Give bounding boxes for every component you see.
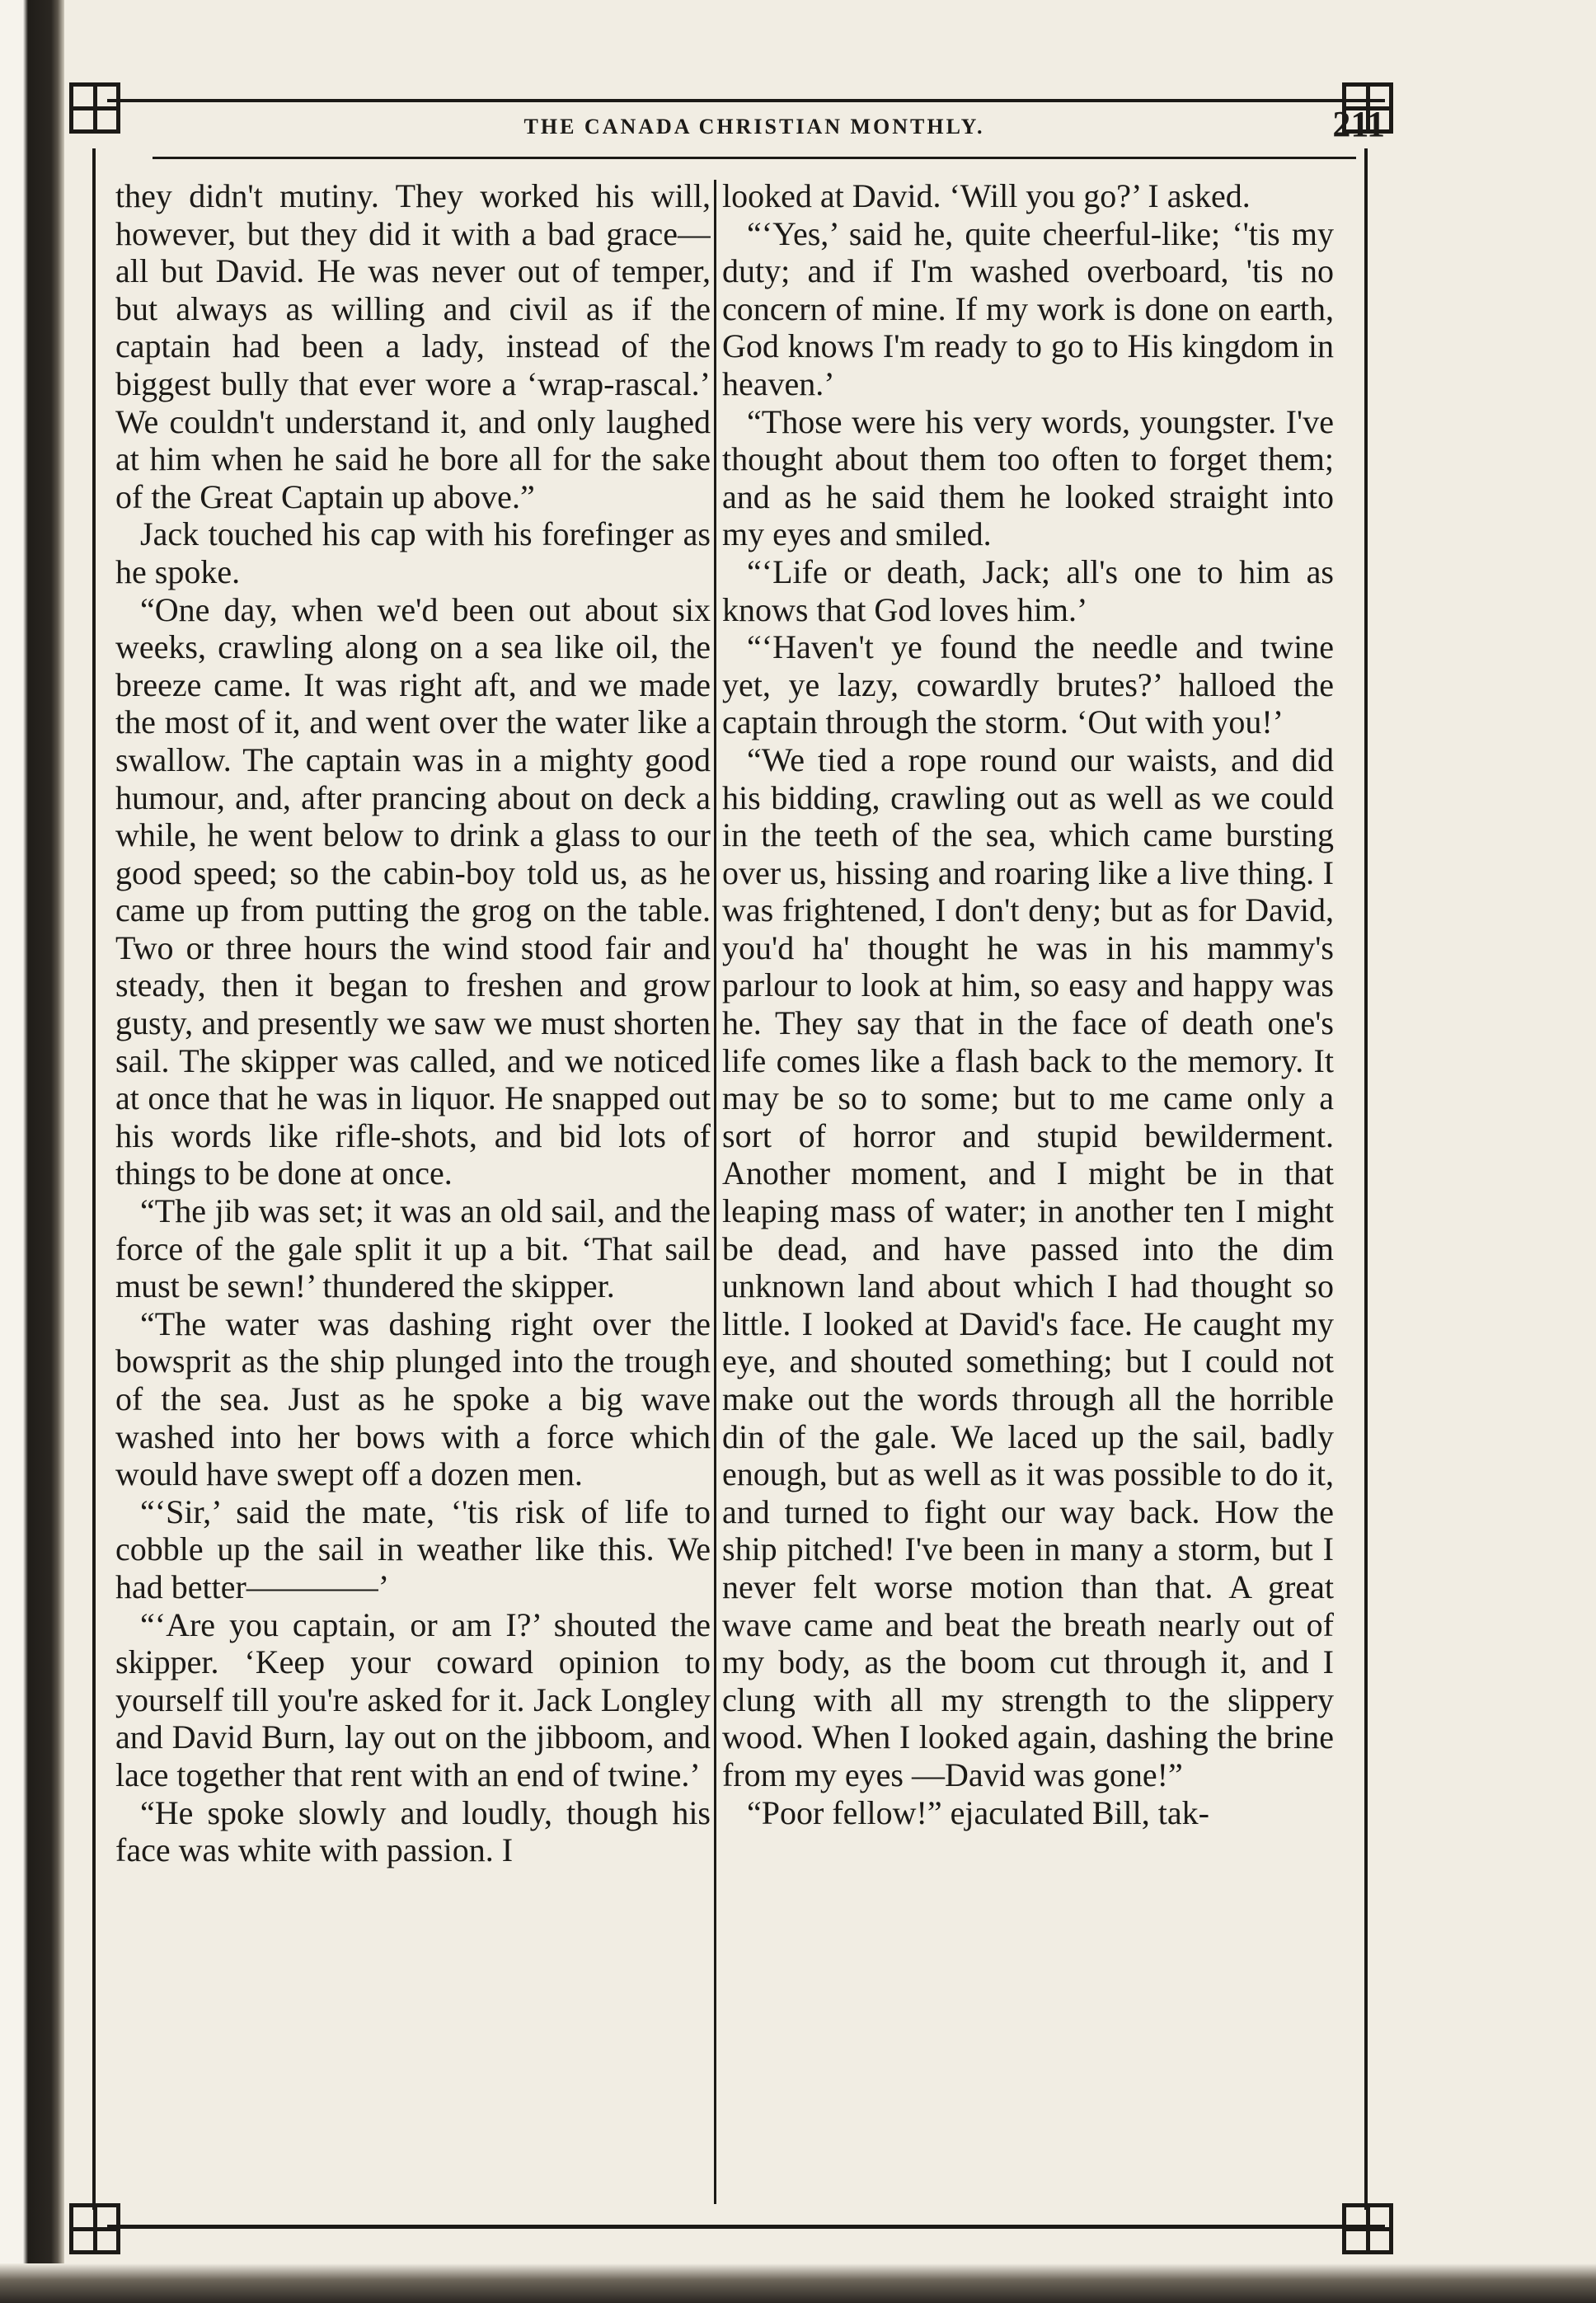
bottom-rule	[107, 2225, 1385, 2229]
paragraph: they didn't mutiny. They worked his will, however, but they did it with a bad grace—all but David. He was never out of temper, but always as willing and civil as if the captain had been a lady, instead of the biggest bully that ever wore a ‘wrap-rascal.’ We couldn't understand it, and only laughed at him when he said he bore all for the sake of the Great Captain up above.”	[115, 177, 711, 515]
top-rule	[107, 99, 1385, 102]
running-title: THE CANADA CHRISTIAN MONTHLY.	[523, 115, 985, 139]
paragraph: looked at David. ‘Will you go?’ I asked.	[722, 177, 1251, 214]
paragraph: “Those were his very words, youngster. I've thought about them too often to forget them; and as he said them he looked straight into my eyes and smiled.	[722, 402, 1334, 553]
paragraph: “‘Haven't ye found the needle and twine yet, ye lazy, cowardly brutes?’ halloed the captain through the storm. ‘Out with you!’	[722, 628, 1334, 741]
page-number: 211	[1332, 104, 1385, 144]
column-divider	[714, 180, 716, 2204]
paragraph: “‘Life or death, Jack; all's one to him as knows that God loves him.’	[722, 552, 1334, 628]
running-header	[124, 103, 1385, 153]
corner-ornament-bottom-right	[1342, 2203, 1393, 2254]
corner-ornament-bottom-left	[69, 2203, 120, 2254]
corner-ornament-top-left	[69, 82, 120, 134]
header-underline	[153, 157, 1356, 159]
paragraph: “‘Yes,’ said he, quite cheerful-like; ‘'tis my duty; and if I'm washed overboard, 'tis no concern of mine. If my work is done on earth, God knows I'm ready to go to His kingdom in heaven.’	[722, 214, 1334, 402]
paragraph: “‘Sir,’ said the mate, ‘'tis risk of life to cobble up the sail in weather like this. We had better————’	[115, 1492, 711, 1605]
paragraph: “‘Are you captain, or am I?’ shouted the skipper. ‘Keep your coward opinion to yourself till you're asked for it. Jack Longley and David Burn, lay out on the jibboom, and lace together that rent with an end of twine.’	[115, 1605, 711, 1793]
paragraph: “He spoke slowly and loudly, though his face was white with passion. I	[115, 1793, 711, 1869]
left-frame-rule	[92, 148, 96, 2210]
paragraph: “Poor fellow!” ejaculated Bill, tak-	[747, 1793, 1209, 1831]
bottom-edge	[0, 2263, 1596, 2303]
binding-edge	[0, 0, 64, 2303]
right-column	[722, 177, 1334, 2206]
paragraph: “The jib was set; it was an old sail, and the force of the gale split it up a bit. ‘That sail must be sewn!’ thundered the skipper.	[115, 1192, 711, 1305]
right-frame-rule	[1364, 148, 1368, 2210]
paragraph: “The water was dashing right over the bowsprit as the ship plunged into the trough of the sea. Just as he spoke a big wave washed into her bows with a force which would have swept off a dozen men.	[115, 1304, 711, 1493]
left-column	[115, 177, 711, 2206]
paragraph: Jack touched his cap with his forefinger as he spoke.	[115, 515, 711, 590]
paragraph: “One day, when we'd been out about six weeks, crawling along on a sea like oil, the breeze came. It was right aft, and we made the most of it, and went over the water like a swallow. The captain was in a mighty good humour, and, after prancing about on deck a while, he went below to drink a glass to our good speed; so the cabin-boy told us, as he came up from putting the grog on the table. Two or three hours the wind stood fair and steady, then it began to freshen and grow gusty, and presently we saw we must shorten sail. The skipper was called, and we noticed at once that he was in liquor. He snapped out his words like rifle-shots, and bid lots of things to be done at once.	[115, 590, 711, 1192]
paragraph: “We tied a rope round our waists, and did his bidding, crawling out as well as we could in the teeth of the sea, which came bursting over us, hissing and roaring like a live thing. I was frightened, I don't deny; but as for David, you'd ha' thought he was in his mammy's parlour to look at him, so easy and happy was he. They say that in the face of death one's life comes like a flash back to the memory. It may be so to some; but to me came only a sort of horror and stupid bewilderment. Another moment, and I might be in that leaping mass of water; in another ten I might be dead, and have passed into the dim unknown land about which I had thought so little. I looked at David's face. He caught my eye, and shouted something; but I could not make out the words through all the horrible din of the gale. We laced up the sail, badly enough, but as well as it was possible to do it, and turned to fight our way back. How the ship pitched! I've been in many a storm, but I never felt worse motion than that. A great wave came and beat the breath nearly out of my body, as the boom cut through it, and I clung with all my strength to the slippery wood. When I looked again, dashing the brine from my eyes —David was gone!”	[722, 740, 1334, 1793]
